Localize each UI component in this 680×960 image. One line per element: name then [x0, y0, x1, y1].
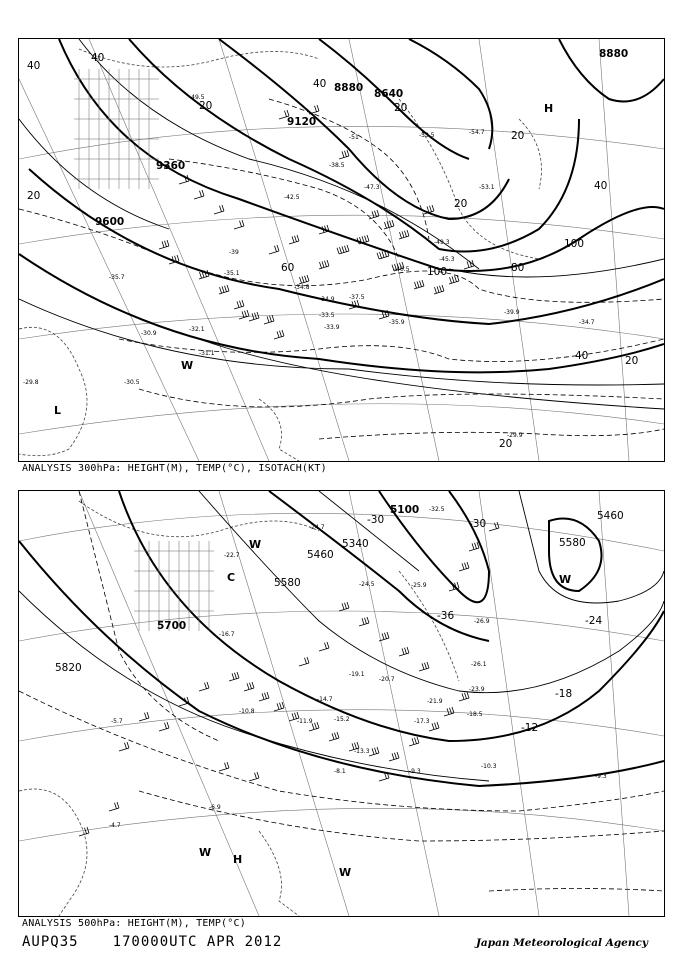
- wind-barb: [399, 647, 409, 656]
- wind-barb: [299, 657, 309, 666]
- temp-label: -16.7: [219, 631, 235, 638]
- temp-label: -34.9: [319, 296, 335, 303]
- temp-label: -24.5: [359, 581, 375, 588]
- isotherm-label: -12: [521, 722, 539, 734]
- panel-caption-500: ANALYSIS 500hPa: HEIGHT(M), TEMP(°C): [22, 918, 246, 929]
- temp-label: -33.9: [324, 324, 340, 331]
- isotach-label: 20: [199, 100, 213, 112]
- wind-barb: [337, 245, 349, 254]
- wind-barb: [489, 522, 499, 531]
- isotach-label: 40: [91, 52, 105, 64]
- analysis-300hpa-map: [18, 38, 665, 462]
- wind-barb: [199, 682, 209, 691]
- cold-center-mark: C: [227, 571, 236, 584]
- wind-barb: [139, 712, 149, 721]
- temp-label: -8.1: [334, 768, 346, 775]
- wind-barb: [259, 692, 269, 701]
- temp-label: -33.5: [319, 312, 335, 319]
- temp-label: -13.3: [354, 748, 370, 755]
- temp-label: -4.7: [109, 822, 121, 829]
- wind-barb: [234, 300, 244, 309]
- temp-label: -32.1: [189, 326, 205, 333]
- height-label: 5700: [157, 620, 187, 632]
- wind-barb: [239, 310, 249, 319]
- wind-barb: [249, 312, 259, 321]
- temp-label: -10.8: [239, 708, 255, 715]
- wind-barb: [119, 742, 129, 751]
- temperature-labels-500: [109, 506, 607, 829]
- temp-label: -38.5: [329, 162, 345, 169]
- isotherm-label: -24: [585, 615, 603, 627]
- wind-barb: [459, 562, 469, 571]
- wind-barb: [244, 682, 254, 691]
- isotach-label: 20: [499, 438, 513, 450]
- wind-barb: [159, 240, 169, 249]
- isotherm-label: -36: [437, 610, 455, 622]
- wind-barb: [159, 722, 169, 731]
- temp-label: -10.3: [481, 763, 497, 770]
- warm-center-mark: W: [181, 359, 194, 372]
- warm-center-mark: W: [249, 538, 262, 551]
- wind-barb: [289, 235, 299, 244]
- wind-barb: [359, 617, 369, 626]
- wind-barb: [389, 752, 399, 761]
- wind-barb: [229, 672, 239, 681]
- coastline: [19, 49, 542, 461]
- temp-label: -5.7: [111, 718, 123, 725]
- pressure-centers-500: [199, 538, 571, 879]
- temp-label: -30.9: [141, 330, 157, 337]
- wind-barb: [399, 230, 409, 239]
- wind-barb: [274, 330, 284, 339]
- height-label: 5460: [307, 549, 334, 561]
- isotach-label: 40: [313, 78, 327, 90]
- temp-label: -51: [349, 134, 359, 141]
- wind-barb: [369, 747, 379, 756]
- temp-label: -34.7: [579, 319, 595, 326]
- isotherm-label: -18: [555, 688, 573, 700]
- temp-label: -34.8: [294, 284, 310, 291]
- temp-label: -39.9: [504, 309, 520, 316]
- chart-code: AUPQ35: [22, 934, 79, 950]
- isotach-label: 40: [594, 180, 608, 192]
- wind-barb: [424, 205, 434, 214]
- wind-barb: [384, 220, 394, 229]
- temp-label: -37.5: [349, 294, 365, 301]
- temp-label: -26.1: [471, 661, 487, 668]
- temp-label: -25.9: [411, 582, 427, 589]
- wind-barb: [219, 285, 229, 294]
- temp-label: -42.5: [284, 194, 300, 201]
- temp-label: -17.3: [414, 718, 430, 725]
- temp-label: -21.9: [427, 698, 443, 705]
- wind-barb: [249, 772, 259, 781]
- temp-label: -18.5: [467, 711, 483, 718]
- analysis-500hpa-map: [18, 490, 665, 917]
- height-label: 8880: [599, 48, 629, 60]
- wind-barb: [264, 315, 274, 324]
- wind-barb: [219, 762, 229, 771]
- graticule-lines: [19, 39, 664, 461]
- high-center-mark: H: [544, 102, 554, 115]
- wind-barb: [419, 662, 429, 671]
- isotherm-label: -30: [469, 518, 487, 530]
- temp-label: -39: [229, 249, 239, 256]
- temp-label: -35.1: [224, 270, 240, 277]
- wind-barb: [449, 275, 459, 284]
- warm-center-mark: W: [339, 866, 352, 879]
- wind-barb: [469, 542, 479, 551]
- wind-barb: [339, 150, 349, 159]
- high-center-mark: H: [233, 853, 243, 866]
- temp-label: -20.7: [379, 676, 395, 683]
- wind-barbs-300: [159, 105, 474, 339]
- isotach-label: 20: [27, 190, 41, 202]
- wind-barb: [329, 732, 339, 741]
- wind-barb: [214, 205, 224, 214]
- temp-label: -22.7: [224, 552, 240, 559]
- graticule-lines: [19, 491, 664, 916]
- temp-label: -29.8: [23, 379, 39, 386]
- isotach-label: 100: [564, 238, 585, 250]
- temp-label: -35.9: [389, 319, 405, 326]
- temp-label: -30.5: [124, 379, 140, 386]
- temp-label: -15.2: [334, 716, 350, 723]
- temp-label: -19.1: [349, 671, 365, 678]
- temp-label: -14.7: [317, 696, 333, 703]
- temp-label: -29.9: [507, 432, 523, 439]
- isotach-label: 80: [511, 262, 525, 274]
- wind-barb: [429, 722, 439, 731]
- temp-label: -26.9: [474, 618, 490, 625]
- height-label: 5580: [559, 537, 586, 549]
- height-label: 5820: [55, 662, 82, 674]
- wind-barb: [357, 235, 369, 244]
- wind-barb: [109, 802, 119, 811]
- temp-label: -54.7: [469, 129, 485, 136]
- wind-barb: [319, 642, 329, 651]
- wind-barb: [409, 737, 419, 746]
- isotach-label: 40: [575, 350, 589, 362]
- valid-time: 170000UTC APR 2012: [112, 934, 283, 950]
- wind-barb: [79, 827, 89, 836]
- isotach-label: 100: [427, 266, 448, 278]
- temp-label: -53.1: [479, 184, 495, 191]
- panel-caption-300: ANALYSIS 300hPa: HEIGHT(M), TEMP(°C), ISOTACH(KT): [22, 463, 327, 474]
- temp-label: -53.5: [419, 132, 435, 139]
- height-label: 9360: [156, 160, 186, 172]
- height-label: 8640: [374, 88, 404, 100]
- temp-label: -9.3: [595, 773, 607, 780]
- isotherm-contours-300: [19, 99, 664, 439]
- cold-hatching: [134, 541, 214, 631]
- temp-label: -32.5: [429, 506, 445, 513]
- height-label: 5580: [274, 577, 301, 589]
- height-label: 9600: [95, 216, 125, 228]
- chart-footer: [22, 934, 316, 950]
- warm-center-mark: W: [199, 846, 212, 859]
- isotach-label: 20: [394, 102, 408, 114]
- isotach-label: 20: [625, 355, 639, 367]
- temp-label: -23.9: [469, 686, 485, 693]
- map-300hpa-canvas: [19, 39, 664, 461]
- map-500hpa-canvas: [19, 491, 664, 916]
- isotach-label: 40: [27, 60, 41, 72]
- warm-center-mark: W: [559, 573, 572, 586]
- temp-label: -47.3: [364, 184, 380, 191]
- wind-barb: [434, 285, 444, 294]
- temp-label: -31.1: [199, 350, 215, 357]
- temp-label: -6.9: [209, 804, 221, 811]
- temp-label: -49.5: [189, 94, 205, 101]
- isotach-label: 20: [511, 130, 525, 142]
- wind-barb: [339, 602, 349, 611]
- height-contours-thin-500: [19, 491, 664, 781]
- height-label: 5460: [597, 510, 624, 522]
- temp-label: -45.3: [439, 256, 455, 263]
- height-label: 9120: [287, 116, 317, 128]
- wind-barb: [459, 692, 469, 701]
- wind-barb: [319, 260, 329, 269]
- isotach-label: 60: [281, 262, 295, 274]
- wind-barbs-500: [79, 522, 499, 836]
- wind-barb: [194, 190, 204, 199]
- wind-barb: [234, 220, 244, 229]
- temp-label: -9.3: [409, 768, 421, 775]
- wind-barb: [269, 245, 279, 254]
- isotherm-label: -30: [367, 514, 385, 526]
- height-label: 5340: [342, 538, 369, 550]
- temp-label: -49.3: [434, 239, 450, 246]
- temp-label: -40.5: [394, 266, 410, 273]
- temp-label: -11.9: [297, 718, 313, 725]
- wind-barb: [299, 275, 309, 284]
- temp-label: -35.7: [109, 274, 125, 281]
- wind-barb: [377, 250, 389, 259]
- low-center-mark: L: [54, 404, 62, 417]
- isotach-label: 20: [454, 198, 468, 210]
- wind-barb: [274, 702, 284, 711]
- agency-name: Japan Meteorological Agency: [475, 937, 648, 949]
- height-label: 8880: [334, 82, 364, 94]
- height-label: 5100: [390, 504, 420, 516]
- jet-hatching: [74, 69, 159, 189]
- wind-barb: [414, 280, 424, 289]
- temp-label: -24.7: [309, 524, 325, 531]
